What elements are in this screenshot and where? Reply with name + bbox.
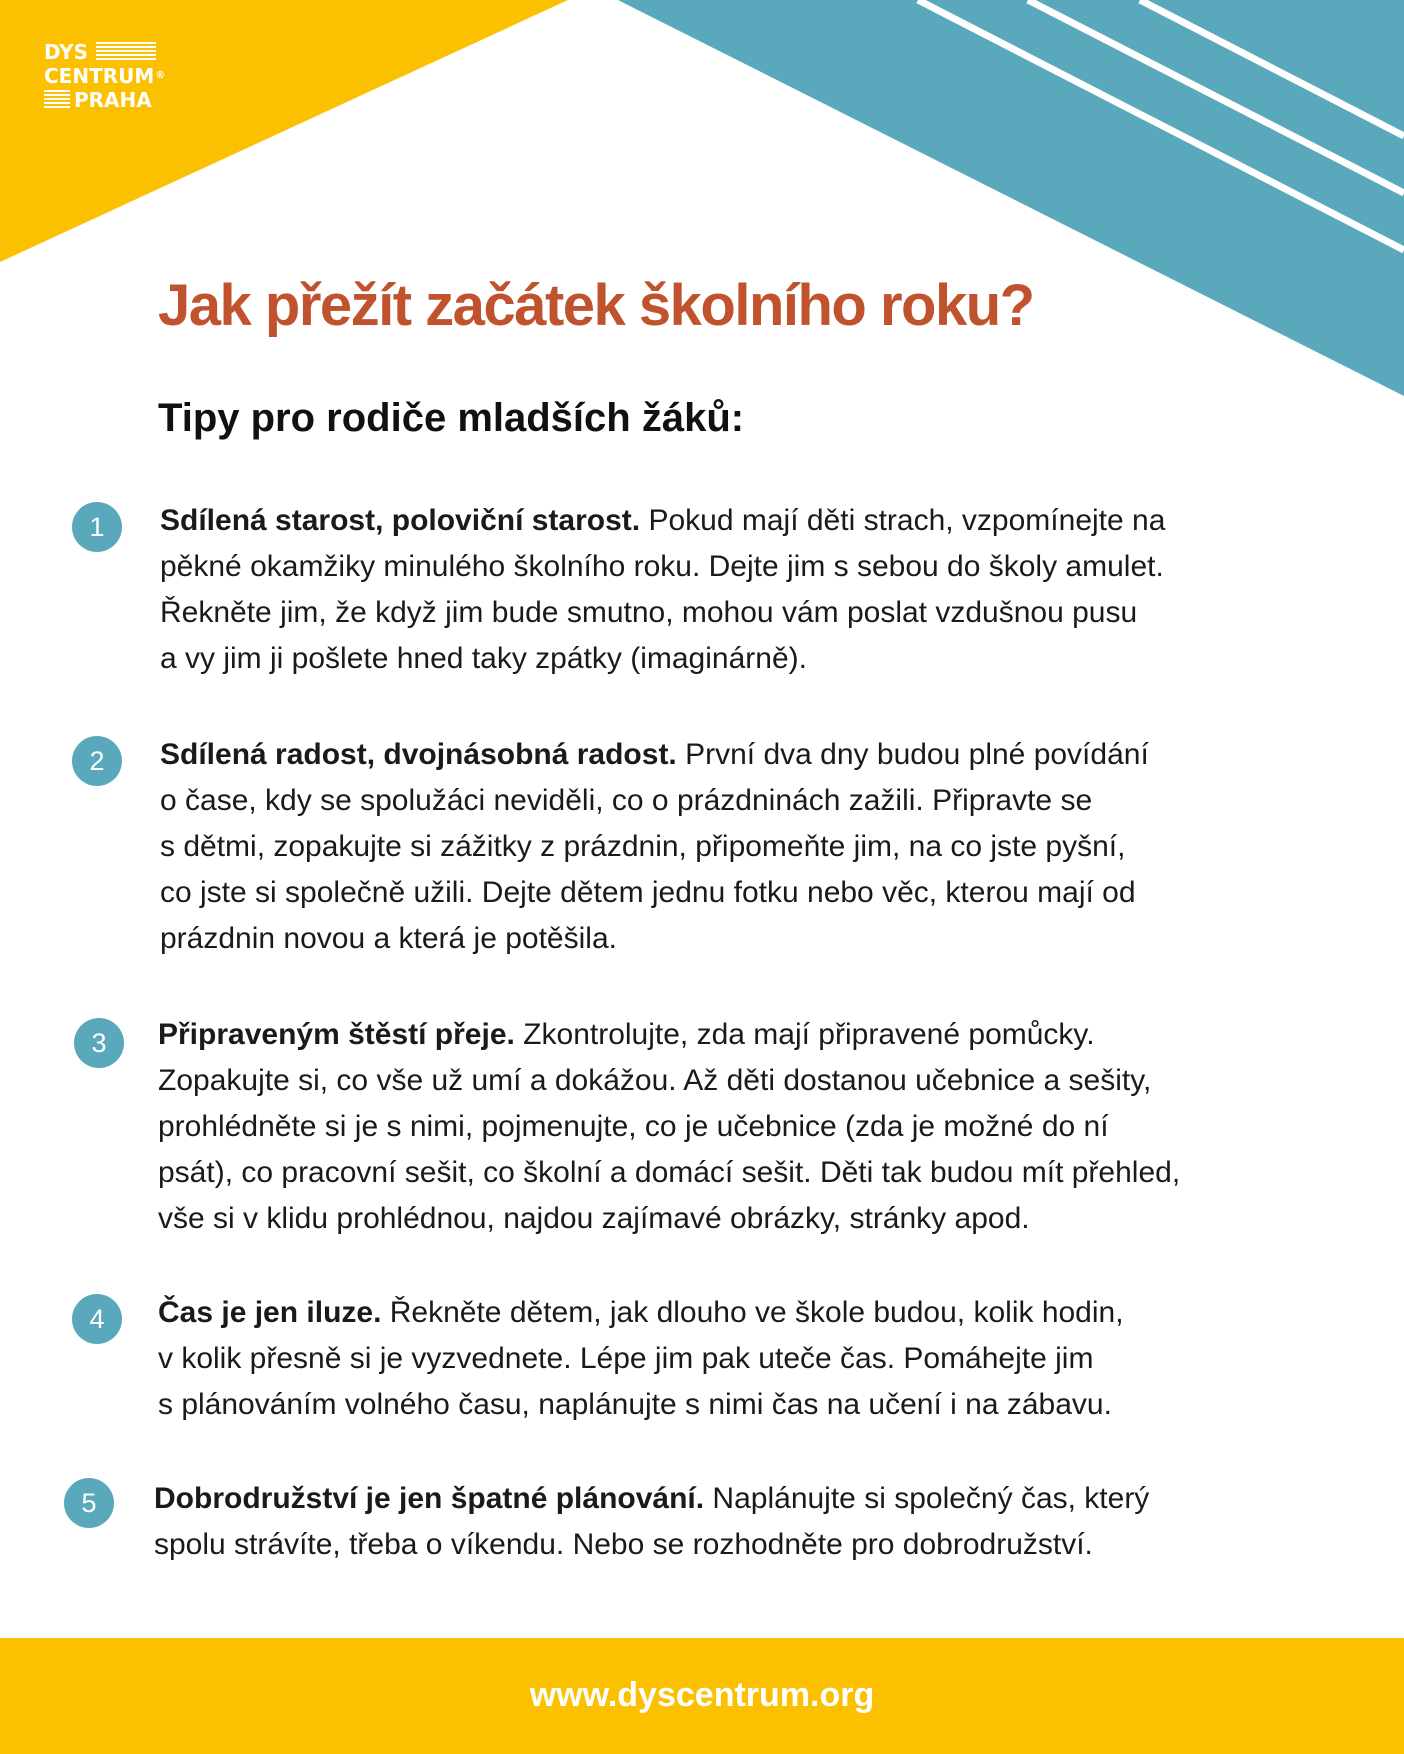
- tip-line: o čase, kdy se spolužáci neviděli, co o prázdninách zažili. Připravte se: [160, 784, 1093, 817]
- page-subtitle: Tipy pro rodiče mladších žáků:: [158, 396, 745, 440]
- tip-text: [158, 1290, 1124, 1428]
- tip-number-badge: 5: [64, 1478, 114, 1528]
- tip-text: [160, 498, 1165, 682]
- logo-text-praha: PRAHA: [74, 88, 152, 112]
- tip-line: prohlédněte si je s nimi, pojmenujte, co je učebnice (zda je možné do ní: [158, 1110, 1109, 1143]
- tip-number-badge: 3: [74, 1018, 124, 1068]
- tip-heading: Čas je jen iluze.: [158, 1296, 382, 1329]
- tip-line: psát), co pracovní sešit, co školní a domácí sešit. Děti tak budou mít přehled,: [158, 1156, 1181, 1189]
- tip-line: vše si v klidu prohlédnou, najdou zajímavé obrázky, stránky apod.: [158, 1202, 1030, 1235]
- tip-heading: Připraveným štěstí přeje.: [158, 1018, 515, 1051]
- tip-line: První dva dny budou plné povídání: [676, 738, 1149, 771]
- logo-lines-icon: [44, 90, 70, 110]
- tip-line: Naplánujte si společný čas, který: [704, 1482, 1150, 1515]
- tip-line: prázdnin novou a která je potěšila.: [160, 922, 617, 955]
- tip-line: co jste si společně užili. Dejte dětem jednu fotku nebo věc, kterou mají od: [160, 876, 1136, 909]
- tip-line: s plánováním volného času, naplánujte s nimi čas na učení i na zábavu.: [158, 1388, 1112, 1421]
- tip-line: Řekněte dětem, jak dlouho ve škole budou, kolik hodin,: [381, 1296, 1124, 1329]
- logo-registered-mark: ®: [155, 70, 166, 81]
- logo-text-centrum: CENTRUM: [44, 64, 155, 88]
- tip-heading: Sdílená radost, dvojnásobná radost.: [160, 738, 677, 771]
- tip-line: Pokud mají děti strach, vzpomínejte na: [640, 504, 1166, 537]
- footer-bar: [0, 1638, 1404, 1754]
- tip-text: [158, 1012, 1180, 1242]
- tip-line: spolu strávíte, třeba o víkendu. Nebo se rozhodněte pro dobrodružství.: [154, 1528, 1093, 1561]
- tip-heading: Sdílená starost, poloviční starost.: [160, 504, 641, 537]
- page-title: Jak přežít začátek školního roku?: [158, 273, 1034, 338]
- footer-website-link[interactable]: www.dyscentrum.org: [529, 1676, 875, 1714]
- tip-line: s dětmi, zopakujte si zážitky z prázdnin, připomeňte jim, na co jste pyšní,: [160, 830, 1126, 863]
- tip-line: pěkné okamžiky minulého školního roku. Dejte jim s sebou do školy amulet.: [160, 550, 1164, 583]
- tip-line: Řekněte jim, že když jim bude smutno, mohou vám poslat vzdušnou pusu: [160, 596, 1138, 629]
- tip-number-badge: 1: [72, 502, 122, 552]
- tip-line: Zopakujte si, co vše už umí a dokážou. Až děti dostanou učebnice a sešity,: [158, 1064, 1152, 1097]
- logo-text-dys: DYS: [44, 40, 89, 64]
- dyscentrum-logo: [44, 40, 164, 112]
- tip-number-badge: 2: [72, 736, 122, 786]
- tip-text: [160, 732, 1149, 962]
- tip-heading: Dobrodružství je jen špatné plánování.: [154, 1482, 705, 1515]
- tip-text: [154, 1476, 1149, 1568]
- tip-line: v kolik přesně si je vyzvednete. Lépe jim pak uteče čas. Pomáhejte jim: [158, 1342, 1094, 1375]
- tip-line: a vy jim ji pošlete hned taky zpátky (imaginárně).: [160, 642, 807, 675]
- tip-number-badge: 4: [72, 1294, 122, 1344]
- logo-lines-icon: [96, 42, 156, 62]
- tip-line: Zkontrolujte, zda mají připravené pomůcky.: [514, 1018, 1095, 1051]
- header-decoration: [0, 0, 1404, 400]
